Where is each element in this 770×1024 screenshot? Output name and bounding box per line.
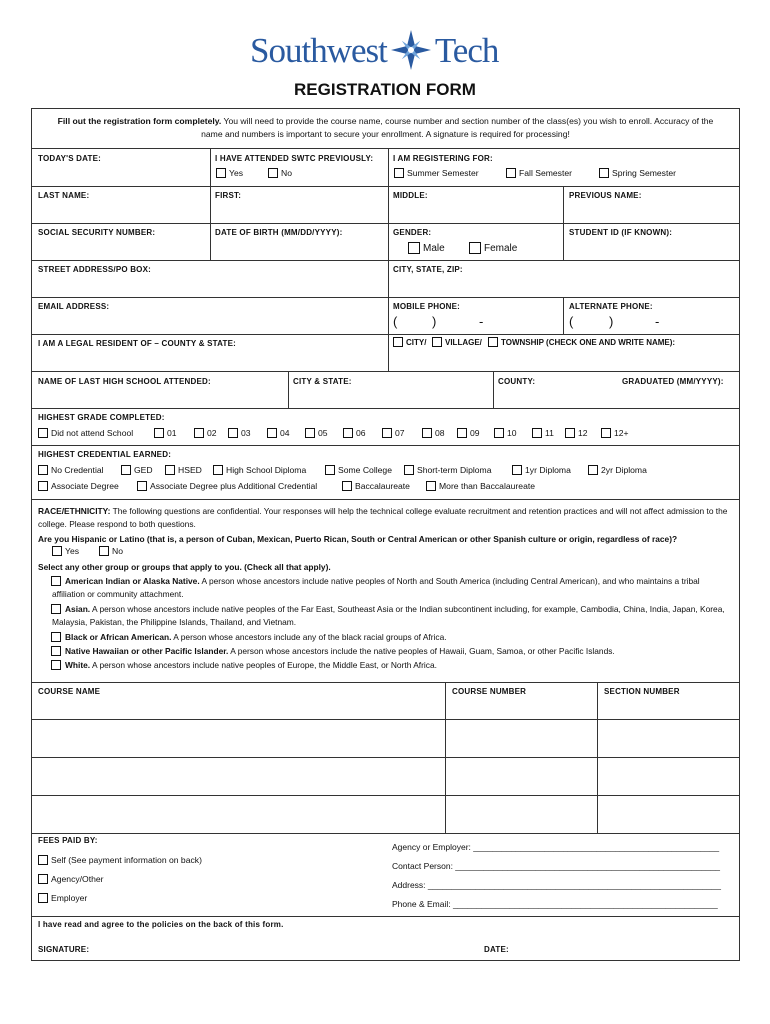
credential-option-checkbox[interactable] xyxy=(137,481,317,491)
logo-text-left: Southwest xyxy=(250,30,387,70)
checkbox-label: Baccalaureate xyxy=(355,481,410,491)
checkbox-box[interactable] xyxy=(38,481,48,491)
credential-option-checkbox[interactable] xyxy=(404,465,492,475)
school-city-state-field[interactable]: CITY & STATE: xyxy=(293,377,352,386)
race-group-description: Native Hawaiian or other Pacific Islander. A person whose ancestors include the native peoples of Hawaii, Guam, Samoa, or other Pacific Islands. xyxy=(65,646,615,656)
checkbox-box[interactable] xyxy=(267,428,277,438)
fees-paid-by-label: FEES PAID BY: xyxy=(38,836,98,845)
checkbox-box[interactable] xyxy=(532,428,542,438)
checkbox-box[interactable] xyxy=(601,428,611,438)
divider xyxy=(288,371,289,408)
divider xyxy=(388,149,389,186)
race-group-description: White. A person whose ancestors include native peoples of Europe, the Middle East, or North Africa. xyxy=(65,660,437,670)
page-title: REGISTRATION FORM xyxy=(294,80,476,99)
checkbox-box[interactable] xyxy=(404,465,414,475)
agree-statement: I have read and agree to the policies on the back of this form. xyxy=(38,920,284,929)
checkbox-box[interactable] xyxy=(121,465,131,475)
checkbox-label: Associate Degree xyxy=(51,481,119,491)
grade-option-checkbox[interactable] xyxy=(38,428,133,438)
divider xyxy=(388,260,389,297)
checkbox-box[interactable] xyxy=(342,481,352,491)
township-checkbox[interactable]: TOWNSHIP (CHECK ONE AND WRITE NAME): xyxy=(488,337,675,347)
grade-option-checkbox[interactable] xyxy=(343,428,366,438)
race-ethnicity-intro: RACE/ETHNICITY: The following questions are confidential. Your responses will help the technical college evaluate recruitment and retention practices and will not affect admission to the college. Please respond to both questions. xyxy=(38,506,728,530)
alternate-phone-field[interactable]: ALTERNATE PHONE: xyxy=(569,302,653,311)
previous-name-field[interactable]: PREVIOUS NAME: xyxy=(569,191,642,200)
checkbox-label: High School Diploma xyxy=(226,465,307,475)
row-divider xyxy=(32,334,739,335)
credential-option-checkbox[interactable] xyxy=(121,465,153,475)
checkbox-label: Some College xyxy=(338,465,392,475)
last-high-school-field[interactable]: NAME OF LAST HIGH SCHOOL ATTENDED: xyxy=(38,377,211,386)
credential-option-checkbox[interactable] xyxy=(38,481,119,491)
checkbox-label: 08 xyxy=(435,428,445,438)
registration-form xyxy=(31,108,740,961)
checkbox-label: 09 xyxy=(470,428,480,438)
row-divider xyxy=(32,186,739,187)
dash: - xyxy=(655,314,660,329)
divider xyxy=(210,149,211,186)
section-number-header: SECTION NUMBER xyxy=(604,687,680,696)
grade-option-checkbox[interactable] xyxy=(532,428,554,438)
paren-close: ) xyxy=(609,314,614,329)
credential-option-checkbox[interactable] xyxy=(588,465,647,475)
checkbox-label: 01 xyxy=(167,428,177,438)
fees-agency-checkbox[interactable]: Agency/Other xyxy=(38,874,104,884)
row-divider xyxy=(32,371,739,372)
grade-option-checkbox[interactable] xyxy=(422,428,445,438)
checkbox-label: 04 xyxy=(280,428,290,438)
checkbox-box[interactable] xyxy=(588,465,598,475)
divider xyxy=(388,223,389,260)
checkbox-label: More than Baccalaureate xyxy=(439,481,536,491)
checkbox-box[interactable] xyxy=(154,428,164,438)
row-divider xyxy=(32,223,739,224)
student-id-field[interactable]: STUDENT ID (IF KNOWN): xyxy=(569,228,673,237)
credential-option-checkbox[interactable] xyxy=(342,481,410,491)
credential-option-checkbox[interactable] xyxy=(38,465,104,475)
checkbox-box[interactable] xyxy=(512,465,522,475)
attended-no-checkbox[interactable]: No xyxy=(268,168,292,178)
checkbox-box[interactable] xyxy=(194,428,204,438)
gender-label: GENDER: xyxy=(393,228,432,237)
middle-name-field[interactable]: MIDDLE: xyxy=(393,191,428,200)
divider xyxy=(388,186,389,223)
checkbox-label: 06 xyxy=(356,428,366,438)
checkbox-label: Short-term Diploma xyxy=(417,465,492,475)
spring-semester-checkbox[interactable]: Spring Semester xyxy=(599,168,676,178)
registering-for-label: I AM REGISTERING FOR: xyxy=(393,154,493,163)
fees-employer-checkbox[interactable]: Employer xyxy=(38,893,87,903)
grade-option-checkbox[interactable] xyxy=(267,428,290,438)
checkbox-box[interactable] xyxy=(38,465,48,475)
row-divider xyxy=(32,795,739,796)
summer-semester-checkbox[interactable]: Summer Semester xyxy=(394,168,479,178)
row-divider xyxy=(32,408,739,409)
dash: - xyxy=(479,314,484,329)
checkbox-label: 10 xyxy=(507,428,517,438)
divider xyxy=(563,223,564,260)
divider xyxy=(388,334,389,371)
last-name-field[interactable]: LAST NAME: xyxy=(38,191,90,200)
hispanic-yes-checkbox[interactable]: Yes xyxy=(52,546,79,556)
credential-option-checkbox[interactable] xyxy=(165,465,202,475)
grade-option-checkbox[interactable] xyxy=(194,428,217,438)
race-group-description: Black or African American. A person whose ancestors include any of the black racial groups of Africa. xyxy=(65,632,447,642)
street-address-field[interactable]: STREET ADDRESS/PO BOX: xyxy=(38,265,152,274)
logo-text-right: Tech xyxy=(434,30,499,70)
checkbox-label: Did not attend School xyxy=(51,428,134,438)
gender-male-checkbox[interactable]: Male xyxy=(408,242,445,254)
row-divider xyxy=(32,499,739,500)
checkbox-label: 12+ xyxy=(614,428,629,438)
fees-self-checkbox[interactable]: Self (See payment information on back) xyxy=(38,855,202,865)
grade-option-checkbox[interactable] xyxy=(154,428,177,438)
paren-open: ( xyxy=(569,314,574,329)
credential-option-checkbox[interactable] xyxy=(512,465,571,475)
row-divider xyxy=(32,297,739,298)
row-divider xyxy=(32,260,739,261)
race-group-description: Asian. A person whose ancestors include native peoples of the Far East, Southeast Asia or the Indian subcontinent including, for example, Cambodia, China, India, Japan, Korea, Malaysia, Pakistan, the Philippine Islands, Thailand, and Vietnam. xyxy=(52,604,725,628)
grade-option-checkbox[interactable] xyxy=(494,428,517,438)
paren-close: ) xyxy=(432,314,437,329)
checkbox-label: 1yr Diploma xyxy=(525,465,571,475)
checkbox-box[interactable] xyxy=(494,428,504,438)
divider xyxy=(210,186,211,223)
row-divider xyxy=(32,833,739,834)
divider xyxy=(493,371,494,408)
attended-yes-checkbox[interactable]: Yes xyxy=(216,168,243,178)
highest-credential-label: HIGHEST CREDENTIAL EARNED: xyxy=(38,450,172,459)
divider xyxy=(563,186,564,223)
phone-email-field[interactable]: Phone & Email: ________________________________________________________ xyxy=(392,899,718,909)
checkbox-box[interactable] xyxy=(325,465,335,475)
gender-female-checkbox[interactable]: Female xyxy=(469,242,517,254)
race-group-description: American Indian or Alaska Native. A person whose ancestors include native peoples of North and South America (including Central American), and who maintains a tribal affiliation or community attachment. xyxy=(52,576,700,600)
grade-option-checkbox[interactable] xyxy=(228,428,251,438)
checkbox-box[interactable] xyxy=(426,481,436,491)
checkbox-box[interactable] xyxy=(565,428,575,438)
checkbox-label: 03 xyxy=(241,428,251,438)
ssn-field[interactable]: SOCIAL SECURITY NUMBER: xyxy=(38,228,156,237)
fall-semester-checkbox[interactable]: Fall Semester xyxy=(506,168,572,178)
checkbox-label: GED xyxy=(134,465,153,475)
grade-option-checkbox[interactable] xyxy=(305,428,328,438)
grade-option-checkbox[interactable] xyxy=(457,428,480,438)
divider xyxy=(563,297,564,334)
checkbox-label: HSED xyxy=(178,465,202,475)
southwest-tech-logo xyxy=(250,28,498,72)
checkbox-box[interactable] xyxy=(137,481,147,491)
checkbox-box[interactable] xyxy=(213,465,223,475)
grade-option-checkbox[interactable] xyxy=(601,428,629,438)
contact-person-field[interactable]: Contact Person: ________________________________________________________ xyxy=(392,861,721,871)
agency-employer-field[interactable]: Agency or Employer: ____________________________________________________ xyxy=(392,842,720,852)
divider xyxy=(210,223,211,260)
grade-option-checkbox[interactable] xyxy=(382,428,405,438)
credential-option-checkbox[interactable] xyxy=(325,465,392,475)
paren-open: ( xyxy=(393,314,398,329)
checkbox-box[interactable] xyxy=(382,428,392,438)
instructions-text: You will need to provide the course name, course number and section number of the class(es) you wish to enroll. Accuracy of the name and numbers is important to secure your enrollment. A signature is required for processing! xyxy=(201,116,714,140)
select-groups-instruction: Select any other group or groups that apply to you. (Check all that apply). xyxy=(38,562,331,572)
address-field[interactable]: Address: ______________________________________________________________ xyxy=(392,880,721,890)
hispanic-no-checkbox[interactable]: No xyxy=(99,546,123,556)
credential-option-checkbox[interactable] xyxy=(426,481,535,491)
checkbox-box[interactable] xyxy=(422,428,432,438)
divider xyxy=(388,297,389,334)
form-instructions xyxy=(32,109,739,149)
hispanic-question: Are you Hispanic or Latino (that is, a person of Cuban, Mexican, Puerto Rican, South or Central American or other Spanish culture or origin, regardless of race)? xyxy=(38,534,678,544)
row-divider xyxy=(32,757,739,758)
row-divider xyxy=(32,916,739,917)
grade-option-checkbox[interactable] xyxy=(565,428,588,438)
dob-field[interactable]: DATE OF BIRTH (MM/DD/YYYY): xyxy=(215,228,343,237)
highest-grade-label: HIGHEST GRADE COMPLETED: xyxy=(38,413,165,422)
checkbox-label: No Credential xyxy=(51,465,104,475)
attended-previously-label: I HAVE ATTENDED SWTC PREVIOUSLY: xyxy=(215,154,374,163)
mobile-phone-field[interactable]: MOBILE PHONE: xyxy=(393,302,461,311)
signature-date-field[interactable]: DATE: xyxy=(484,945,509,954)
city-checkbox[interactable]: CITY/ xyxy=(393,337,426,347)
row-divider xyxy=(32,682,739,683)
signature-field[interactable]: SIGNATURE: xyxy=(38,945,90,954)
city-state-zip-field[interactable]: CITY, STATE, ZIP: xyxy=(393,265,463,274)
checkbox-box[interactable] xyxy=(457,428,467,438)
school-county-field[interactable]: COUNTY: xyxy=(498,377,536,386)
graduated-field[interactable]: GRADUATED (MM/YYYY): xyxy=(622,377,724,386)
instructions-bold: Fill out the registration form completely. xyxy=(57,116,222,126)
legal-resident-field[interactable]: I AM A LEGAL RESIDENT OF – COUNTY & STATE: xyxy=(38,339,237,348)
email-field[interactable]: EMAIL ADDRESS: xyxy=(38,302,110,311)
checkbox-label: 02 xyxy=(207,428,217,438)
checkbox-box[interactable] xyxy=(305,428,315,438)
todays-date-label: TODAY'S DATE: xyxy=(38,154,102,163)
checkbox-label: 2yr Diploma xyxy=(601,465,647,475)
checkbox-box[interactable] xyxy=(165,465,175,475)
checkbox-label: 11 xyxy=(545,428,554,438)
starburst-logo-icon xyxy=(389,28,433,72)
course-number-header: COURSE NUMBER xyxy=(452,687,527,696)
village-checkbox[interactable]: VILLAGE/ xyxy=(432,337,482,347)
checkbox-label: 12 xyxy=(578,428,588,438)
checkbox-box[interactable] xyxy=(38,428,48,438)
checkbox-label: 05 xyxy=(318,428,328,438)
checkbox-label: 07 xyxy=(395,428,405,438)
row-divider xyxy=(32,445,739,446)
row-divider xyxy=(32,719,739,720)
credential-option-checkbox[interactable] xyxy=(213,465,306,475)
checkbox-box[interactable] xyxy=(343,428,353,438)
checkbox-label: Associate Degree plus Additional Credential xyxy=(150,481,318,491)
checkbox-box[interactable] xyxy=(228,428,238,438)
first-name-field[interactable]: FIRST: xyxy=(215,191,242,200)
course-name-header: COURSE NAME xyxy=(38,687,101,696)
